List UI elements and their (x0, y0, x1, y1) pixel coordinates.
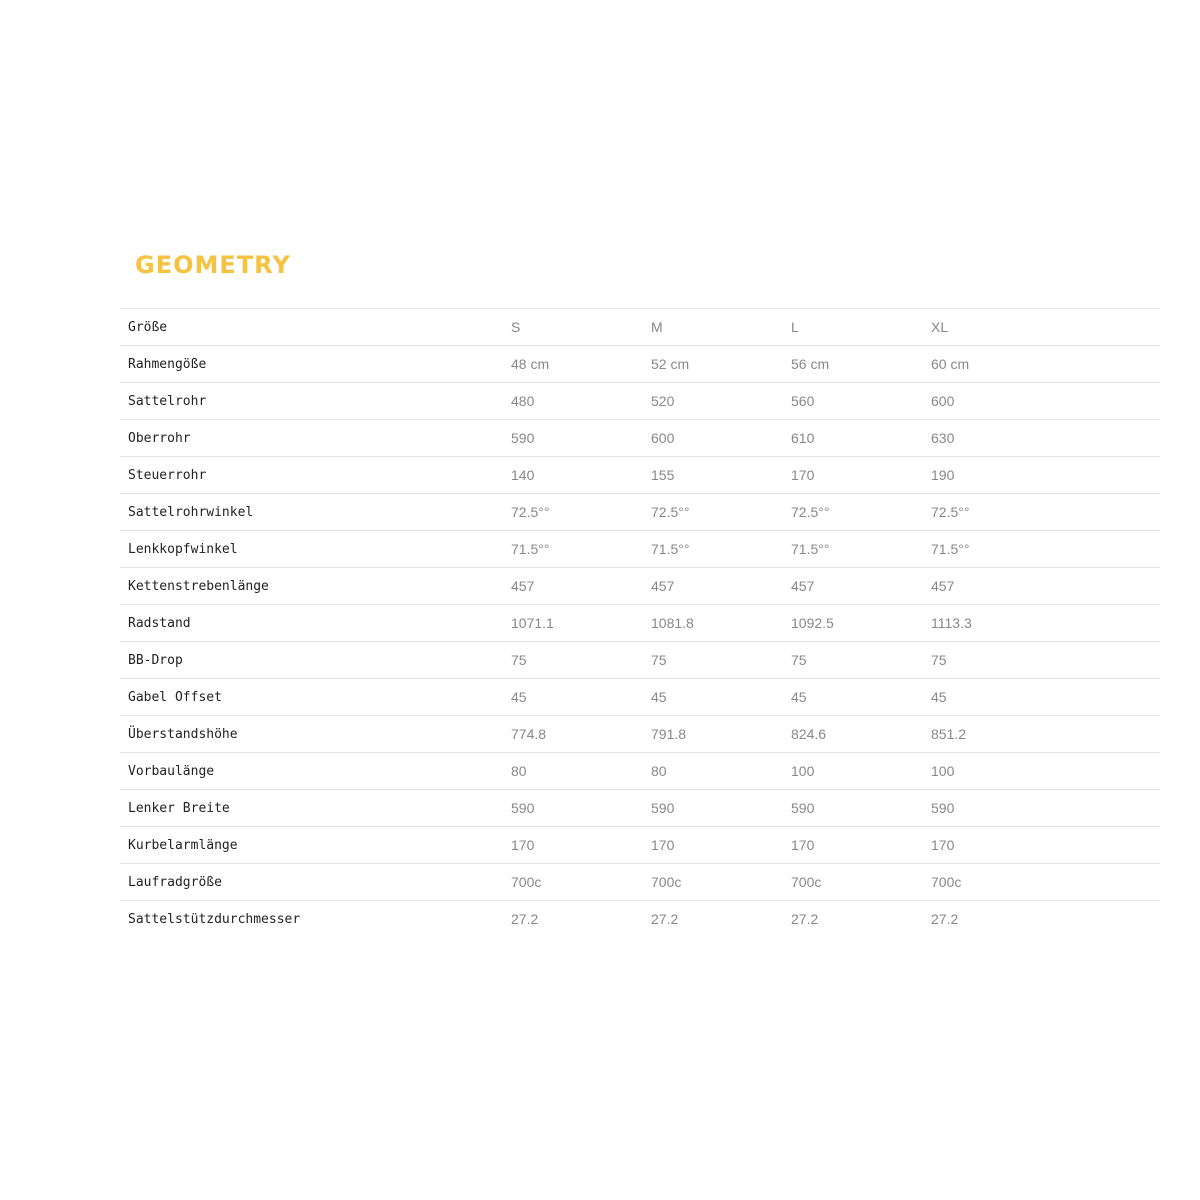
row-label: Rahmengöße (120, 346, 505, 383)
value-cell-l: 56 cm (785, 346, 925, 383)
row-label: Kettenstrebenlänge (120, 568, 505, 605)
value-cell-xl: 75 (925, 642, 1160, 679)
value-cell-s: 700c (505, 864, 645, 901)
value-cell-xl: 590 (925, 790, 1160, 827)
value-cell-m: 45 (645, 679, 785, 716)
value-cell-l: 560 (785, 383, 925, 420)
value-cell-m: 590 (645, 790, 785, 827)
value-cell-m: 600 (645, 420, 785, 457)
value-cell-m: 155 (645, 457, 785, 494)
value-cell-l: 75 (785, 642, 925, 679)
value-cell-l: 71.5°° (785, 531, 925, 568)
table-row (120, 716, 1160, 753)
value-cell-l: 170 (785, 827, 925, 864)
value-cell-xl: 45 (925, 679, 1160, 716)
value-cell-l: 610 (785, 420, 925, 457)
value-cell-l: 1092.5 (785, 605, 925, 642)
value-cell-m: 520 (645, 383, 785, 420)
value-cell-m: 52 cm (645, 346, 785, 383)
value-cell-l: 590 (785, 790, 925, 827)
value-cell-l: 700c (785, 864, 925, 901)
value-cell-s: 1071.1 (505, 605, 645, 642)
value-cell-xl: 190 (925, 457, 1160, 494)
size-header-l: L (785, 309, 925, 346)
value-cell-l: 72.5°° (785, 494, 925, 531)
table-row (120, 642, 1160, 679)
size-header-label: Größe (120, 309, 505, 346)
table-row (120, 605, 1160, 642)
value-cell-xl: 71.5°° (925, 531, 1160, 568)
table-row (120, 679, 1160, 716)
table-row (120, 346, 1160, 383)
table-row (120, 457, 1160, 494)
value-cell-m: 75 (645, 642, 785, 679)
row-label: Oberrohr (120, 420, 505, 457)
value-cell-xl: 630 (925, 420, 1160, 457)
table-row (120, 864, 1160, 901)
value-cell-xl: 27.2 (931, 911, 959, 928)
table-row (120, 753, 1160, 790)
value-cell-xl: 1113.3 (925, 605, 1160, 642)
page-title: GEOMETRY (135, 251, 291, 279)
value-cell-s: 80 (505, 753, 645, 790)
row-label: Sattelstützdurchmesser (128, 911, 301, 927)
value-cell-l: 45 (785, 679, 925, 716)
value-cell-xl: 700c (925, 864, 1160, 901)
table-row (120, 383, 1160, 420)
table-row (120, 531, 1160, 568)
value-cell-xl: 600 (925, 383, 1160, 420)
row-label: Lenker Breite (120, 790, 505, 827)
table-header-row (120, 309, 1160, 346)
value-cell-s: 27.2 (511, 911, 539, 928)
value-cell-m: 457 (645, 568, 785, 605)
row-label: Sattelrohrwinkel (120, 494, 505, 531)
row-label: Überstandshöhe (120, 716, 505, 753)
value-cell-m: 791.8 (645, 716, 785, 753)
value-cell-xl: 100 (925, 753, 1160, 790)
table-row (120, 901, 1160, 938)
row-label: Kurbelarmlänge (120, 827, 505, 864)
value-cell-s: 48 cm (505, 346, 645, 383)
value-cell-l: 100 (785, 753, 925, 790)
value-cell-l: 27.2 (791, 911, 819, 928)
table-body (120, 346, 1160, 938)
value-cell-m: 72.5°° (645, 494, 785, 531)
value-cell-s: 590 (505, 420, 645, 457)
value-cell-s: 457 (505, 568, 645, 605)
value-cell-s: 590 (505, 790, 645, 827)
table-row (120, 568, 1160, 605)
value-cell-xl: 72.5°° (925, 494, 1160, 531)
table-row (120, 494, 1160, 531)
row-label: Lenkkopfwinkel (120, 531, 505, 568)
row-label: Steuerrohr (120, 457, 505, 494)
value-cell-xl: 457 (925, 568, 1160, 605)
row-label: Radstand (120, 605, 505, 642)
value-cell-m: 71.5°° (645, 531, 785, 568)
value-cell-s: 480 (505, 383, 645, 420)
row-label: Gabel Offset (120, 679, 505, 716)
value-cell-l: 170 (785, 457, 925, 494)
geometry-table (120, 308, 1160, 938)
value-cell-s: 45 (505, 679, 645, 716)
value-cell-m: 27.2 (651, 911, 679, 928)
value-cell-xl: 170 (925, 827, 1160, 864)
row-label: Sattelrohr (120, 383, 505, 420)
value-cell-s: 72.5°° (505, 494, 645, 531)
table-row (120, 790, 1160, 827)
table-row (120, 827, 1160, 864)
row-label: BB-Drop (120, 642, 505, 679)
value-cell-s: 170 (505, 827, 645, 864)
value-cell-xl: 60 cm (925, 346, 1160, 383)
value-cell-xl: 851.2 (925, 716, 1160, 753)
table-row (120, 420, 1160, 457)
value-cell-s: 774.8 (505, 716, 645, 753)
value-cell-m: 1081.8 (645, 605, 785, 642)
row-label: Laufradgröße (120, 864, 505, 901)
value-cell-m: 700c (645, 864, 785, 901)
row-label: Vorbaulänge (120, 753, 505, 790)
value-cell-s: 75 (505, 642, 645, 679)
value-cell-l: 457 (785, 568, 925, 605)
size-header-s: S (505, 309, 645, 346)
value-cell-s: 140 (505, 457, 645, 494)
size-header-m: M (645, 309, 785, 346)
value-cell-m: 170 (645, 827, 785, 864)
value-cell-l: 824.6 (785, 716, 925, 753)
size-header-xl: XL (925, 309, 1160, 346)
value-cell-m: 80 (645, 753, 785, 790)
value-cell-s: 71.5°° (505, 531, 645, 568)
